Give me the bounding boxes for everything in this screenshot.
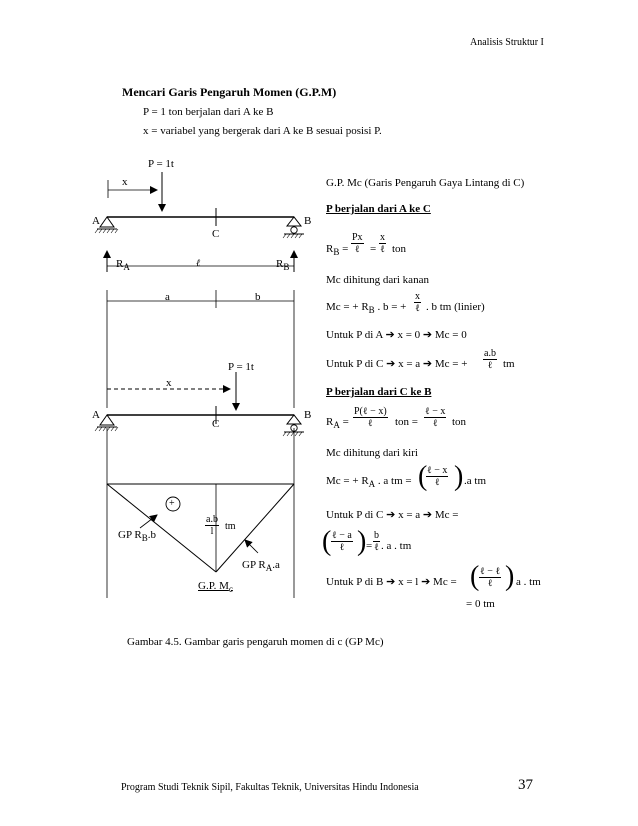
x-label-bottom: x: [166, 377, 172, 389]
derivation-heading: G.P. Mc (Garis Pengaruh Gaya Lintang di C): [326, 177, 525, 189]
span-length-label: ℓ: [196, 258, 201, 269]
node-a-top: A: [92, 215, 100, 227]
case-c2-fraction-2: b ℓ: [374, 530, 379, 553]
bottom-beam-diagram: [95, 372, 304, 436]
positive-sign: +: [169, 498, 175, 509]
case-p-at-b: Untuk P di B ➔ x = l ➔ Mc =: [326, 576, 457, 588]
case-c1-unit: tm: [503, 358, 515, 370]
ra-fraction-1: P(ℓ − x) ℓ: [354, 406, 387, 429]
mc-eq1-fraction: x ℓ: [415, 291, 420, 314]
node-b-top: B: [304, 215, 312, 227]
mc-equation-1: Mc = + $R_B$ . b = +: [326, 301, 407, 315]
footer-institution: Program Studi Teknik Sipil, Fakultas Teknik, Universitas Hindu Indonesia: [121, 782, 419, 793]
case-c2-paren-close: ): [357, 526, 367, 557]
case-p-at-a: Untuk P di A ➔ x = 0 ➔ Mc = 0: [326, 329, 467, 341]
mc-eq2-tail: .a tm: [464, 475, 486, 487]
case-b-result: = 0 tm: [466, 598, 495, 610]
reaction-a-label: $R_A$: [116, 258, 130, 272]
dim-a-label: a: [165, 291, 170, 303]
gp-ra-label: GP $R_A.a$: [242, 559, 280, 573]
case-p-at-c-2: Untuk P di C ➔ x = a ➔ Mc =: [326, 509, 459, 521]
peak-value-fraction: $\frac{a.b}{l}$: [206, 514, 218, 537]
intro-line-1: P = 1 ton berjalan dari A ke B: [143, 106, 274, 118]
case-b-paren-open: (: [470, 561, 480, 592]
mc-from-left: Mc dihitung dari kiri: [326, 447, 418, 459]
intro-line-2: x = variabel yang bergerak dari A ke B sesuai posisi P.: [143, 125, 382, 137]
case-p-at-c-1: Untuk P di C ➔ x = a ➔ Mc = +: [326, 358, 468, 370]
peak-value-unit: tm: [225, 521, 236, 532]
rb-fraction-1: Px ℓ: [352, 232, 363, 255]
running-header: Analisis Struktur I: [470, 37, 544, 48]
subheading-c-to-b: P berjalan dari C ke B: [326, 386, 432, 398]
top-beam-diagram: [95, 172, 304, 308]
node-b-bottom: B: [304, 409, 312, 421]
x-label-top: x: [122, 176, 128, 188]
mc-eq2-paren-close: ): [454, 461, 464, 492]
rb-equation-lhs: $R_B$ =: [326, 243, 349, 257]
dim-b-label: b: [255, 291, 261, 303]
rb-unit: ton: [392, 243, 407, 255]
node-c-bottom: C: [212, 418, 220, 430]
case-c2-paren-open: (: [322, 526, 332, 557]
mc-equation-2: Mc = + $R_A$ . a tm =: [326, 475, 412, 489]
mc-from-right: Mc dihitung dari kanan: [326, 274, 429, 286]
rb-fraction-2: x ℓ: [380, 232, 385, 255]
subheading-a-to-c: P berjalan dari A ke C: [326, 203, 431, 215]
case-c1-fraction: a.b ℓ: [484, 348, 496, 371]
case-c2-fraction-1: ℓ − a ℓ: [332, 530, 352, 553]
case-b-fraction: ℓ − ℓ ℓ: [480, 566, 501, 589]
ra-unit: ton: [452, 416, 467, 428]
case-c2-equals: =: [366, 540, 373, 552]
page-number: 37: [518, 777, 533, 793]
case-b-paren-close: ): [505, 561, 515, 592]
ra-mid: ton =: [395, 416, 419, 428]
mc-eq2-fraction: ℓ − x ℓ: [427, 465, 448, 488]
ra-fraction-2: ℓ − x ℓ: [425, 406, 446, 429]
gp-rb-label: GP $R_B.b$: [118, 529, 157, 543]
rb-equals: =: [370, 243, 377, 255]
figure-caption: Gambar 4.5. Gambar garis pengaruh momen di c (GP Mc): [127, 636, 384, 648]
node-c-top: C: [212, 228, 220, 240]
case-c2-tail: . a . tm: [381, 540, 412, 552]
case-b-tail: a . tm: [516, 576, 541, 588]
ra-equation-lhs: $R_A$ =: [326, 416, 349, 430]
reaction-b-label: $R_B$: [276, 258, 290, 272]
mc-eq2-paren-open: (: [418, 461, 428, 492]
gp-mc-label: G.P. $M_c$: [198, 580, 233, 594]
node-a-bottom: A: [92, 409, 100, 421]
mc-eq1-tail: . b tm (linier): [426, 301, 485, 313]
load-label-top: P = 1t: [148, 158, 174, 170]
section-title: Mencari Garis Pengaruh Momen (G.P.M): [122, 85, 337, 99]
load-label-bottom: P = 1t: [228, 361, 254, 373]
